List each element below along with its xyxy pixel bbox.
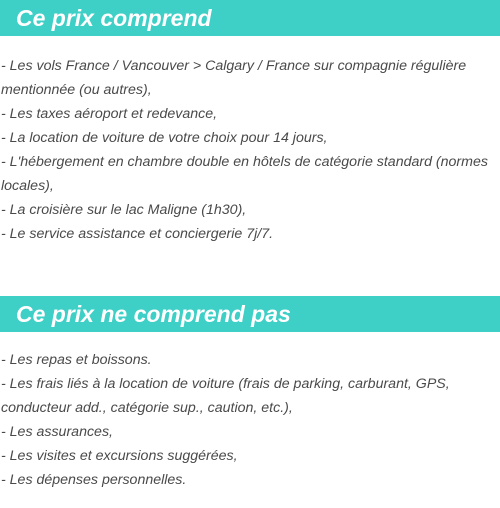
excluded-item-personal-expenses: - Les dépenses personnelles. bbox=[1, 472, 187, 488]
excluded-item-visits: - Les visites et excursions suggérées, bbox=[1, 448, 238, 464]
excluded-item-car-fees: - Les frais liés à la location de voiture (frais de parking, carburant, GPS, conducteur add., catégorie sup., caution, etc.), bbox=[1, 376, 450, 416]
excluded-section-header: Ce prix ne comprend pas bbox=[0, 296, 500, 332]
excluded-item-meals: - Les repas et boissons. bbox=[1, 352, 152, 368]
included-item-taxes: - Les taxes aéroport et redevance, bbox=[1, 106, 218, 122]
included-section-header: Ce prix comprend bbox=[0, 0, 500, 36]
included-item-car-rental: - La location de voiture de votre choix pour 14 jours, bbox=[1, 130, 328, 146]
included-item-flights: - Les vols France / Vancouver > Calgary / France sur compagnie régulière mentionnée (ou autres), bbox=[1, 58, 467, 98]
included-item-cruise: - La croisière sur le lac Maligne (1h30), bbox=[1, 202, 247, 218]
included-item-accommodation: - L'hébergement en chambre double en hôtels de catégorie standard (normes locales), bbox=[1, 154, 488, 194]
excluded-items-list bbox=[1, 348, 497, 492]
excluded-item-insurance: - Les assurances, bbox=[1, 424, 113, 440]
included-items-list bbox=[1, 54, 497, 246]
included-item-assistance: - Le service assistance et conciergerie 7j/7. bbox=[1, 226, 274, 242]
